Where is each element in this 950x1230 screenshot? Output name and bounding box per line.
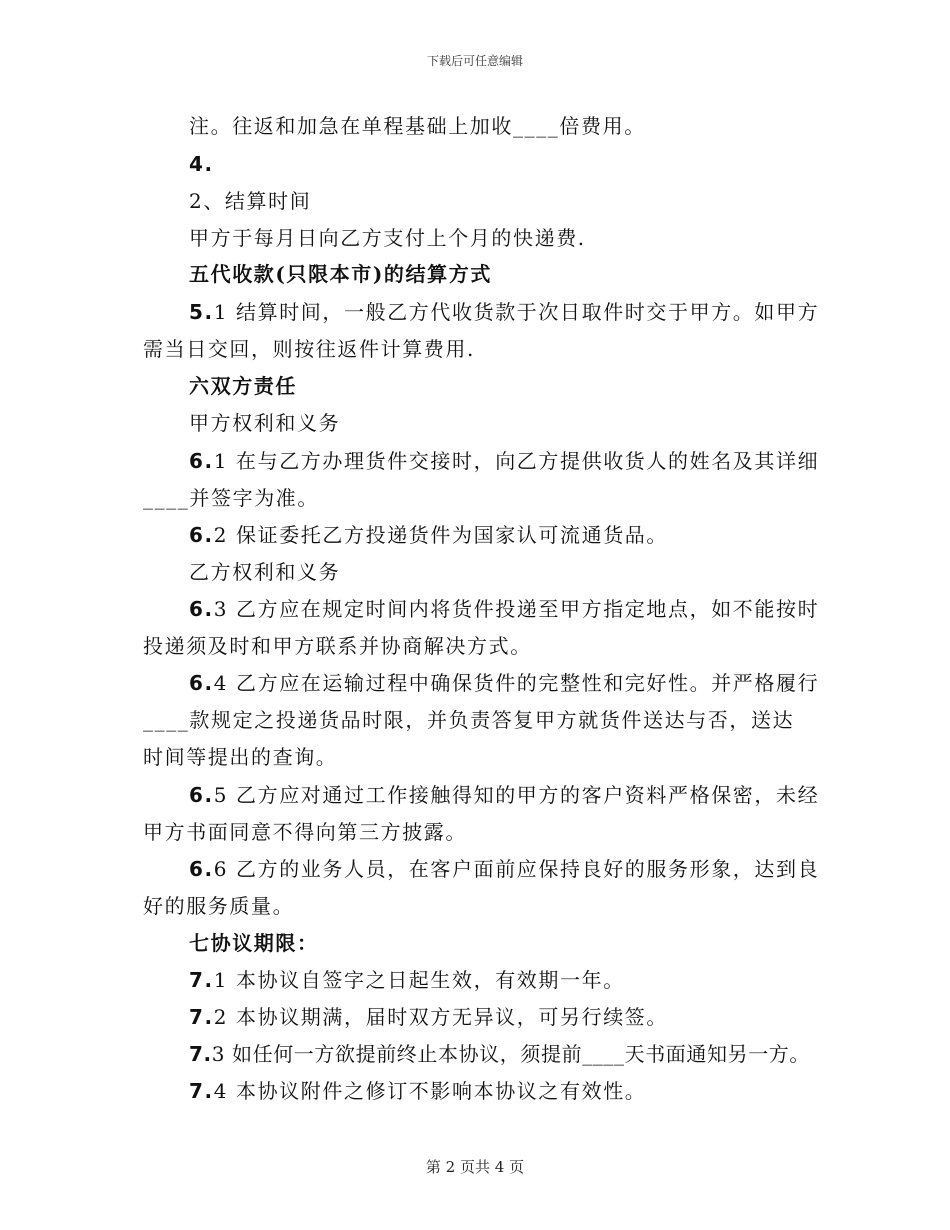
clause-number: 6. [189, 523, 214, 547]
clause-number: 6. [189, 857, 214, 881]
paragraph-line: 6.4 乙方应在运输过程中确保货件的完整性和完好性。并严格履行 [189, 671, 820, 695]
paragraph-line: 6.6 乙方的业务人员，在客户面前应保持良好的服务形象，达到良 [189, 857, 820, 881]
paragraph-line: 时间等提出的查询。 [143, 745, 338, 769]
page-footer: 第 2 页共 4 页 [425, 1158, 525, 1176]
clause-number: 6. [189, 671, 214, 695]
section-heading: 七协议期限： [189, 931, 319, 955]
paragraph-line: 需当日交回，则按往返件计算费用. [143, 337, 475, 361]
clause-number: 6. [189, 783, 214, 807]
subheading: 甲方权利和义务 [189, 411, 341, 435]
paragraph-line: 7.4 本协议附件之修订不影响本协议之有效性。 [189, 1079, 647, 1103]
paragraph-line: 甲方书面同意不得向第三方披露。 [143, 820, 467, 844]
clause-number: 5. [189, 300, 214, 324]
clause-number: 7. [189, 1042, 212, 1066]
paragraph-line: 6.1 在与乙方办理货件交接时，向乙方提供收货人的姓名及其详细 [189, 449, 820, 473]
subheading: 乙方权利和义务 [189, 560, 341, 584]
clause-number: 7. [189, 1079, 214, 1103]
clause-number: 7. [189, 1005, 214, 1029]
section-heading: 五代收款(只限本市)的结算方式 [189, 262, 492, 286]
paragraph-line: 7.1 本协议自签字之日起生效，有效期一年。 [189, 968, 625, 992]
paragraph-line: 7.3 如任何一方欲提前终止本协议，须提前____天书面通知另一方。 [189, 1042, 811, 1066]
paragraph-line: 甲方于每月日向乙方支付上个月的快递费. [189, 226, 586, 250]
paragraph-line: 6.3 乙方应在规定时间内将货件投递至甲方指定地点，如不能按时 [189, 597, 820, 621]
paragraph-line: ____款规定之投递货品时限，并负责答复甲方就货件送达与否，送达 [143, 708, 795, 732]
subheading: 2、结算时间 [189, 189, 312, 213]
clause-number-line [189, 152, 214, 176]
paragraph-line: 5.1 结算时间，一般乙方代收货款于次日取件时交于甲方。如甲方 [189, 300, 820, 324]
paragraph-line: 注。往返和加急在单程基础上加收____倍费用。 [189, 114, 646, 138]
clause-number: 4. [189, 152, 214, 176]
paragraph-line: 好的服务质量。 [143, 894, 295, 918]
section-heading: 六双方责任 [189, 374, 297, 398]
paragraph-line: 投递须及时和甲方联系并协商解决方式。 [143, 634, 532, 658]
paragraph-line: 6.2 保证委托乙方投递货件为国家认可流通货品。 [189, 523, 669, 547]
clause-number: 7. [189, 968, 214, 992]
paragraph-line: 7.2 本协议期满，届时双方无异议，可另行续签。 [189, 1005, 669, 1029]
clause-number: 6. [189, 449, 214, 473]
paragraph-line: ____并签字为准。 [143, 486, 319, 510]
paragraph-line: 6.5 乙方应对通过工作接触得知的甲方的客户资料严格保密，未经 [189, 783, 820, 807]
clause-number: 6. [189, 597, 214, 621]
page-header: 下载后可任意编辑 [426, 54, 523, 68]
